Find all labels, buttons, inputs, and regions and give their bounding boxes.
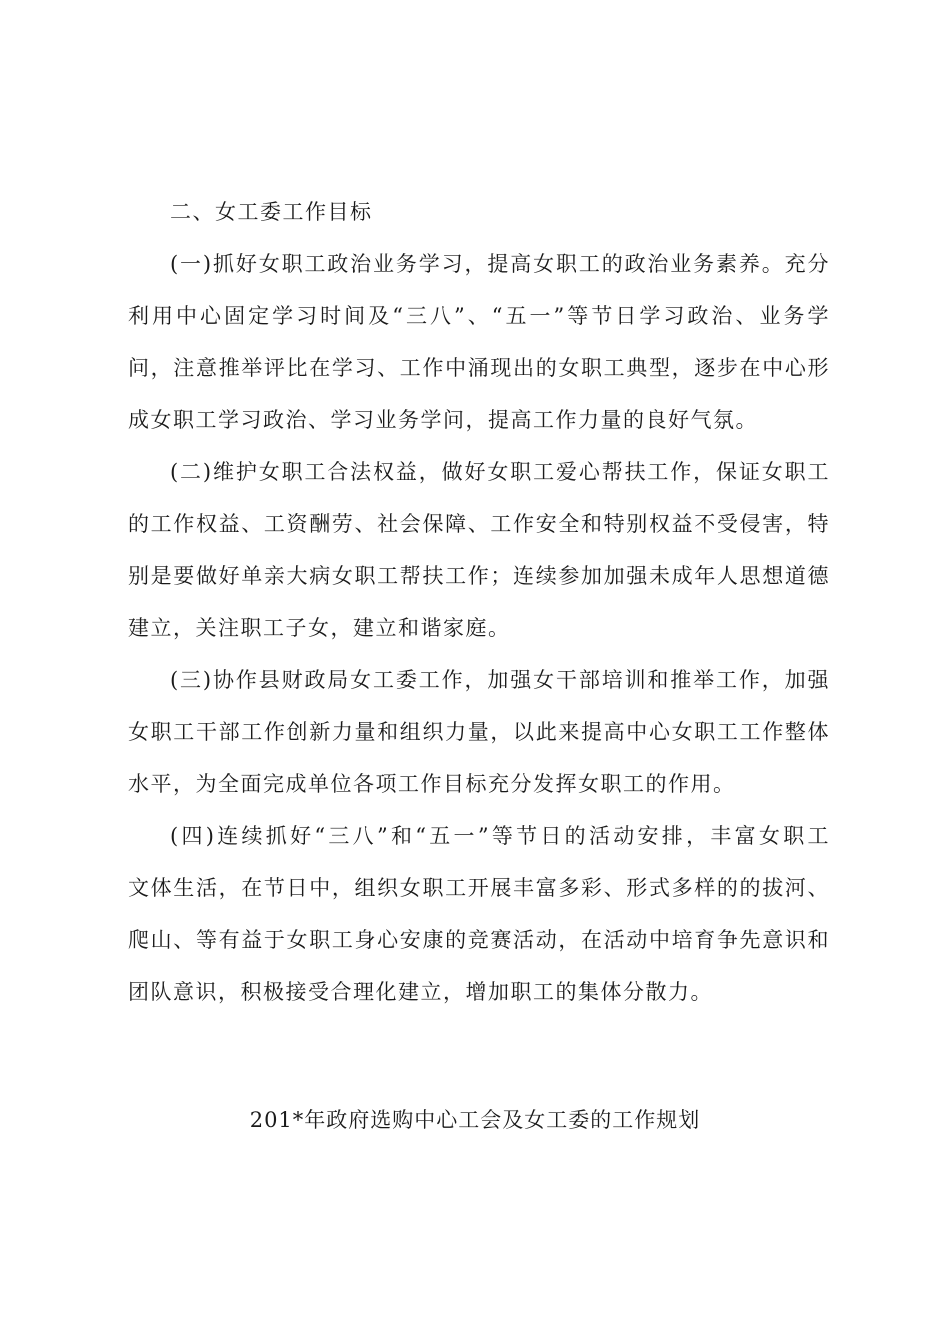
- document-body: [128, 186, 830, 1018]
- paragraph-line: 成女职工学习政治、学习业务学问，提高工作力量的良好气氛。: [128, 408, 758, 432]
- paragraph-line: 水平，为全面完成单位各项工作目标充分发挥女职工的作用。: [128, 772, 736, 796]
- paragraph-2: [128, 446, 830, 654]
- document-title: 201*年政府选购中心工会及女工委的工作规划: [249, 1108, 701, 1132]
- section-heading: 二、女工委工作目标: [170, 200, 373, 224]
- paragraph-line: (三)协作县财政局女工委工作，加强女干部培训和推举工作，加强: [170, 668, 830, 692]
- paragraph-4: [128, 810, 830, 1018]
- paragraph-line: 建立，关注职工子女，建立和谐家庭。: [128, 616, 511, 640]
- paragraph-line: 别是要做好单亲大病女职工帮扶工作；连续参加加强未成年人思想道德: [128, 564, 830, 588]
- paragraph-line: 问，注意推举评比在学习、工作中涌现出的女职工典型，逐步在中心形: [128, 356, 830, 380]
- paragraph-line: 利用中心固定学习时间及“三八”、“五一”等节日学习政治、业务学: [128, 304, 830, 328]
- paragraph-line: 的工作权益、工资酬劳、社会保障、工作安全和特别权益不受侵害，特: [128, 512, 830, 536]
- paragraph-line: 文体生活，在节日中，组织女职工开展丰富多彩、形式多样的的拔河、: [128, 876, 830, 900]
- paragraph-line: 女职工干部工作创新力量和组织力量，以此来提高中心女职工工作整体: [128, 720, 830, 744]
- paragraph-line: (二)维护女职工合法权益，做好女职工爱心帮扶工作，保证女职工: [170, 460, 830, 484]
- paragraph-line: 爬山、等有益于女职工身心安康的竞赛活动，在活动中培育争先意识和: [128, 928, 830, 952]
- paragraph-line: (一)抓好女职工政治业务学习，提高女职工的政治业务素养。充分: [170, 252, 830, 276]
- paragraph-line: (四)连续抓好“三八”和“五一”等节日的活动安排，丰富女职工: [170, 824, 830, 848]
- paragraph-line: 团队意识，积极接受合理化建立，增加职工的集体分散力。: [128, 980, 713, 1004]
- paragraph-1: [128, 238, 830, 446]
- paragraph-3: [128, 654, 830, 810]
